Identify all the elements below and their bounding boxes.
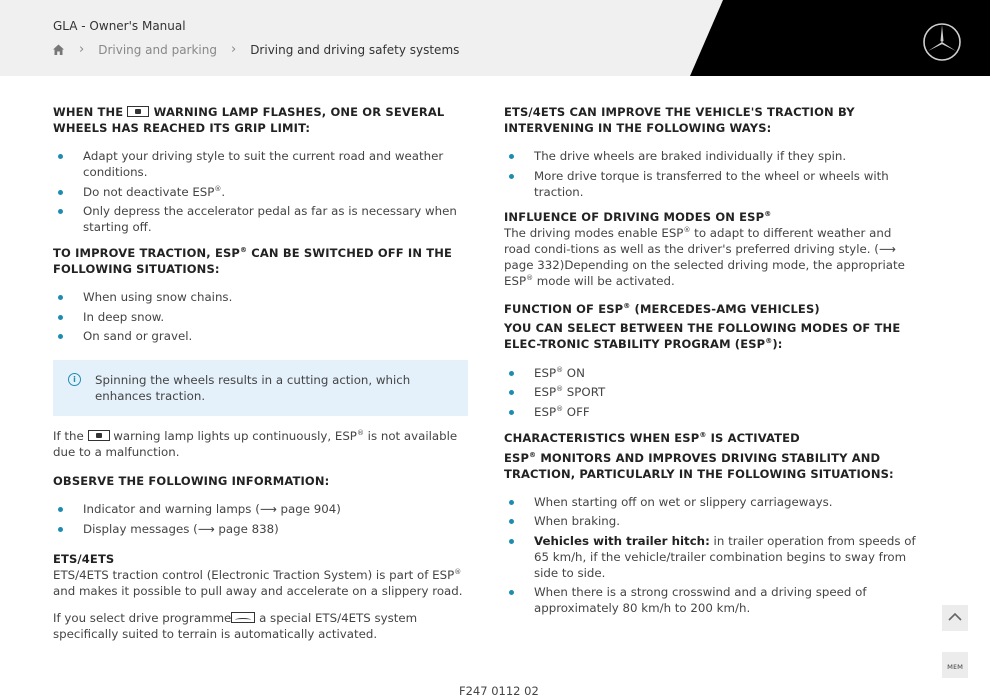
mercedes-star-logo[interactable]: [922, 22, 962, 62]
heading-grip-limit: [53, 104, 468, 136]
heading-ets-improve: ETS/4ETS CAN IMPROVE THE VEHICLE'S TRACTION BY INTERVENING IN THE FOLLOWING WAYS:: [504, 105, 855, 135]
heading-text: CAN BE SWITCHED OFF IN THE FOLLOWING SITUATIONS:: [53, 246, 453, 276]
heading-ets: ETS/4ETS: [53, 551, 115, 566]
list-item-text: Do not deactivate ESP: [83, 184, 215, 199]
registered-mark: ®: [556, 385, 564, 394]
registered-mark: ®: [764, 209, 772, 218]
heading-text: FUNCTION OF ESP: [504, 301, 624, 316]
manual-title: GLA - Owner's Manual: [53, 19, 186, 33]
info-text: Spinning the wheels results in a cutting action, which enhances traction.: [95, 373, 411, 403]
footer-image-code: F247 0112 02: [459, 684, 539, 698]
esp-warning-lamp-icon: [88, 430, 110, 441]
list-item: Adapt your driving style to suit the current road and weather conditions.: [53, 148, 468, 180]
list-item-text: ESP: [534, 385, 557, 399]
list-item: The drive wheels are braked individually if they spin.: [504, 148, 919, 164]
info-box: [53, 360, 468, 416]
registered-mark: ®: [556, 365, 564, 374]
heading-select-modes: [504, 320, 919, 352]
paragraph-text: If the: [53, 429, 84, 443]
heading-esp-monitors: [504, 450, 919, 482]
heading-text: ESP: [504, 450, 530, 465]
arrow-right-icon: ⟶: [878, 241, 896, 256]
heading-improve-traction: [53, 245, 468, 277]
esp-situations-list: [504, 494, 919, 617]
terrain-programme-icon: [231, 612, 255, 623]
registered-mark: ®: [556, 404, 564, 413]
heading-text: IS ACTIVATED: [706, 430, 800, 445]
scroll-to-top-button[interactable]: [942, 605, 968, 631]
heading-observe-information: OBSERVE THE FOLLOWING INFORMATION:: [53, 474, 330, 488]
registered-mark: ®: [683, 225, 691, 234]
list-item-text: ): [274, 521, 279, 536]
heading-text: CHARACTERISTICS WHEN ESP: [504, 430, 700, 445]
list-item-text: ): [336, 502, 341, 516]
chevron-right-icon: ›: [230, 42, 237, 57]
list-item-bold: Vehicles with trailer hitch:: [534, 533, 710, 548]
lamp-malfunction-paragraph: [53, 428, 468, 460]
influence-paragraph: [504, 225, 919, 289]
list-item-text: When braking.: [534, 514, 621, 528]
traction-situations-list: [53, 289, 468, 344]
list-item-text: ON: [563, 365, 585, 380]
heading-text: TO IMPROVE TRACTION, ESP: [53, 246, 240, 260]
list-item: [504, 513, 919, 529]
list-item-text: When starting off on wet or slippery carriageways.: [534, 494, 833, 509]
info-icon: i: [68, 373, 81, 386]
list-item: [504, 365, 919, 381]
left-column: [53, 104, 468, 642]
heading-text: WHEN THE: [53, 105, 124, 119]
paragraph-text: to adapt to different weather and road condi-tions as well as the driver's preferred driving style. (: [504, 225, 892, 256]
page-number-button[interactable]: [942, 652, 968, 678]
heading-text: YOU CAN SELECT BETWEEN THE FOLLOWING MODES OF THE ELEC-TRONIC STABILITY PROGRAM (ESP: [504, 320, 901, 351]
ets-paragraph: [53, 567, 468, 599]
paragraph-text: If you select drive programme: [53, 610, 232, 625]
heading-text: ):: [772, 336, 783, 351]
arrow-right-icon: ⟶: [197, 521, 215, 536]
list-item: [504, 533, 919, 581]
paragraph-text: and makes it possible to pull away and accelerate on a slippery road.: [53, 583, 463, 598]
heading-influence-driving-modes: [504, 209, 919, 225]
heading-text: INFLUENCE OF DRIVING MODES ON ESP: [504, 209, 765, 224]
list-item-text: OFF: [563, 404, 590, 419]
observe-list: [53, 501, 468, 537]
arrow-right-icon: ⟶: [259, 502, 277, 516]
heading-text: WARNING LAMP FLASHES, ONE OR SEVERAL WHEELS HAS REACHED ITS GRIP LIMIT:: [53, 105, 445, 135]
registered-mark: ®: [765, 336, 773, 345]
page-number-icon: [942, 652, 968, 678]
list-item-text: Display messages (: [83, 521, 198, 536]
registered-mark: ®: [239, 246, 248, 255]
paragraph-text: mode will be activated.: [533, 273, 675, 288]
list-item-text: in trailer operation from speeds of 65 km/h, if the vehicle/trailer combination begins to sway from side to side.: [534, 533, 916, 580]
list-item-text: ESP: [534, 365, 557, 380]
registered-mark: ®: [529, 450, 537, 459]
esp-warning-lamp-icon: [127, 106, 149, 117]
chevron-right-icon: ›: [79, 42, 85, 57]
heading-function-esp: [504, 301, 919, 317]
heading-text: (MERCEDES-AMG VEHICLES): [630, 301, 820, 316]
ets-ways-list: [504, 148, 919, 200]
paragraph-text: is not available due to a malfunction.: [53, 429, 458, 459]
list-item: Do not deactivate ESP®.: [53, 184, 468, 200]
right-column: [504, 104, 919, 620]
heading-text: MONITORS AND IMPROVES DRIVING STABILITY AND TRACTION, PARTICULARLY IN THE FOLLOWING SITUATIONS:: [504, 450, 894, 481]
registered-mark: ®: [526, 273, 534, 282]
registered-mark: ®: [214, 184, 222, 193]
list-item-text: ESP: [534, 404, 557, 419]
page-link[interactable]: page 838: [214, 521, 275, 536]
list-item: On sand or gravel.: [53, 328, 468, 344]
list-item: [504, 404, 919, 420]
list-item: More drive torque is transferred to the wheel or wheels with traction.: [504, 168, 919, 200]
breadcrumb-item-driving-and-parking[interactable]: Driving and parking: [98, 42, 217, 57]
paragraph-text: ETS/4ETS traction control (Electronic Traction System) is part of ESP: [53, 567, 455, 582]
registered-mark: ®: [623, 301, 631, 310]
list-item: [504, 384, 919, 400]
list-item: [53, 521, 468, 537]
drive-programme-paragraph: [53, 610, 468, 642]
list-item-text: Indicator and warning lamps (: [83, 502, 260, 516]
list-item: In deep snow.: [53, 309, 468, 325]
paragraph-text: The driving modes enable ESP: [504, 225, 684, 240]
list-item-text: SPORT: [563, 385, 606, 399]
registered-mark: ®: [454, 567, 462, 576]
paragraph-text: warning lamp lights up continuously, ESP: [113, 429, 357, 443]
esp-modes-list: [504, 365, 919, 420]
paragraph-text: a special ETS/4ETS system specifically suited to terrain is automatically activated.: [53, 610, 418, 641]
grip-limit-list: [53, 148, 468, 235]
list-item: Only depress the accelerator pedal as far as is necessary when starting off.: [53, 203, 468, 235]
registered-mark: ®: [356, 429, 364, 438]
registered-mark: ®: [699, 430, 707, 439]
list-item: [504, 584, 919, 616]
home-icon[interactable]: [52, 43, 65, 56]
breadcrumb: [52, 42, 459, 57]
heading-characteristics: [504, 430, 919, 446]
page-link[interactable]: page 332)Depending on the selected driving mode, the appropriate ESP: [504, 257, 905, 288]
page-link[interactable]: page 904: [276, 502, 337, 516]
breadcrumb-item-current: Driving and driving safety systems: [250, 42, 460, 57]
list-item: [53, 501, 468, 517]
list-item: [504, 494, 919, 510]
chevron-up-icon: [942, 605, 968, 631]
list-item: When using snow chains.: [53, 289, 468, 305]
header: [0, 0, 990, 76]
list-item-text: When there is a strong crosswind and a driving speed of approximately 80 km/h to 200 km/h.: [534, 585, 867, 615]
svg-text:ᴍᴇᴍ: ᴍᴇᴍ: [947, 662, 963, 671]
